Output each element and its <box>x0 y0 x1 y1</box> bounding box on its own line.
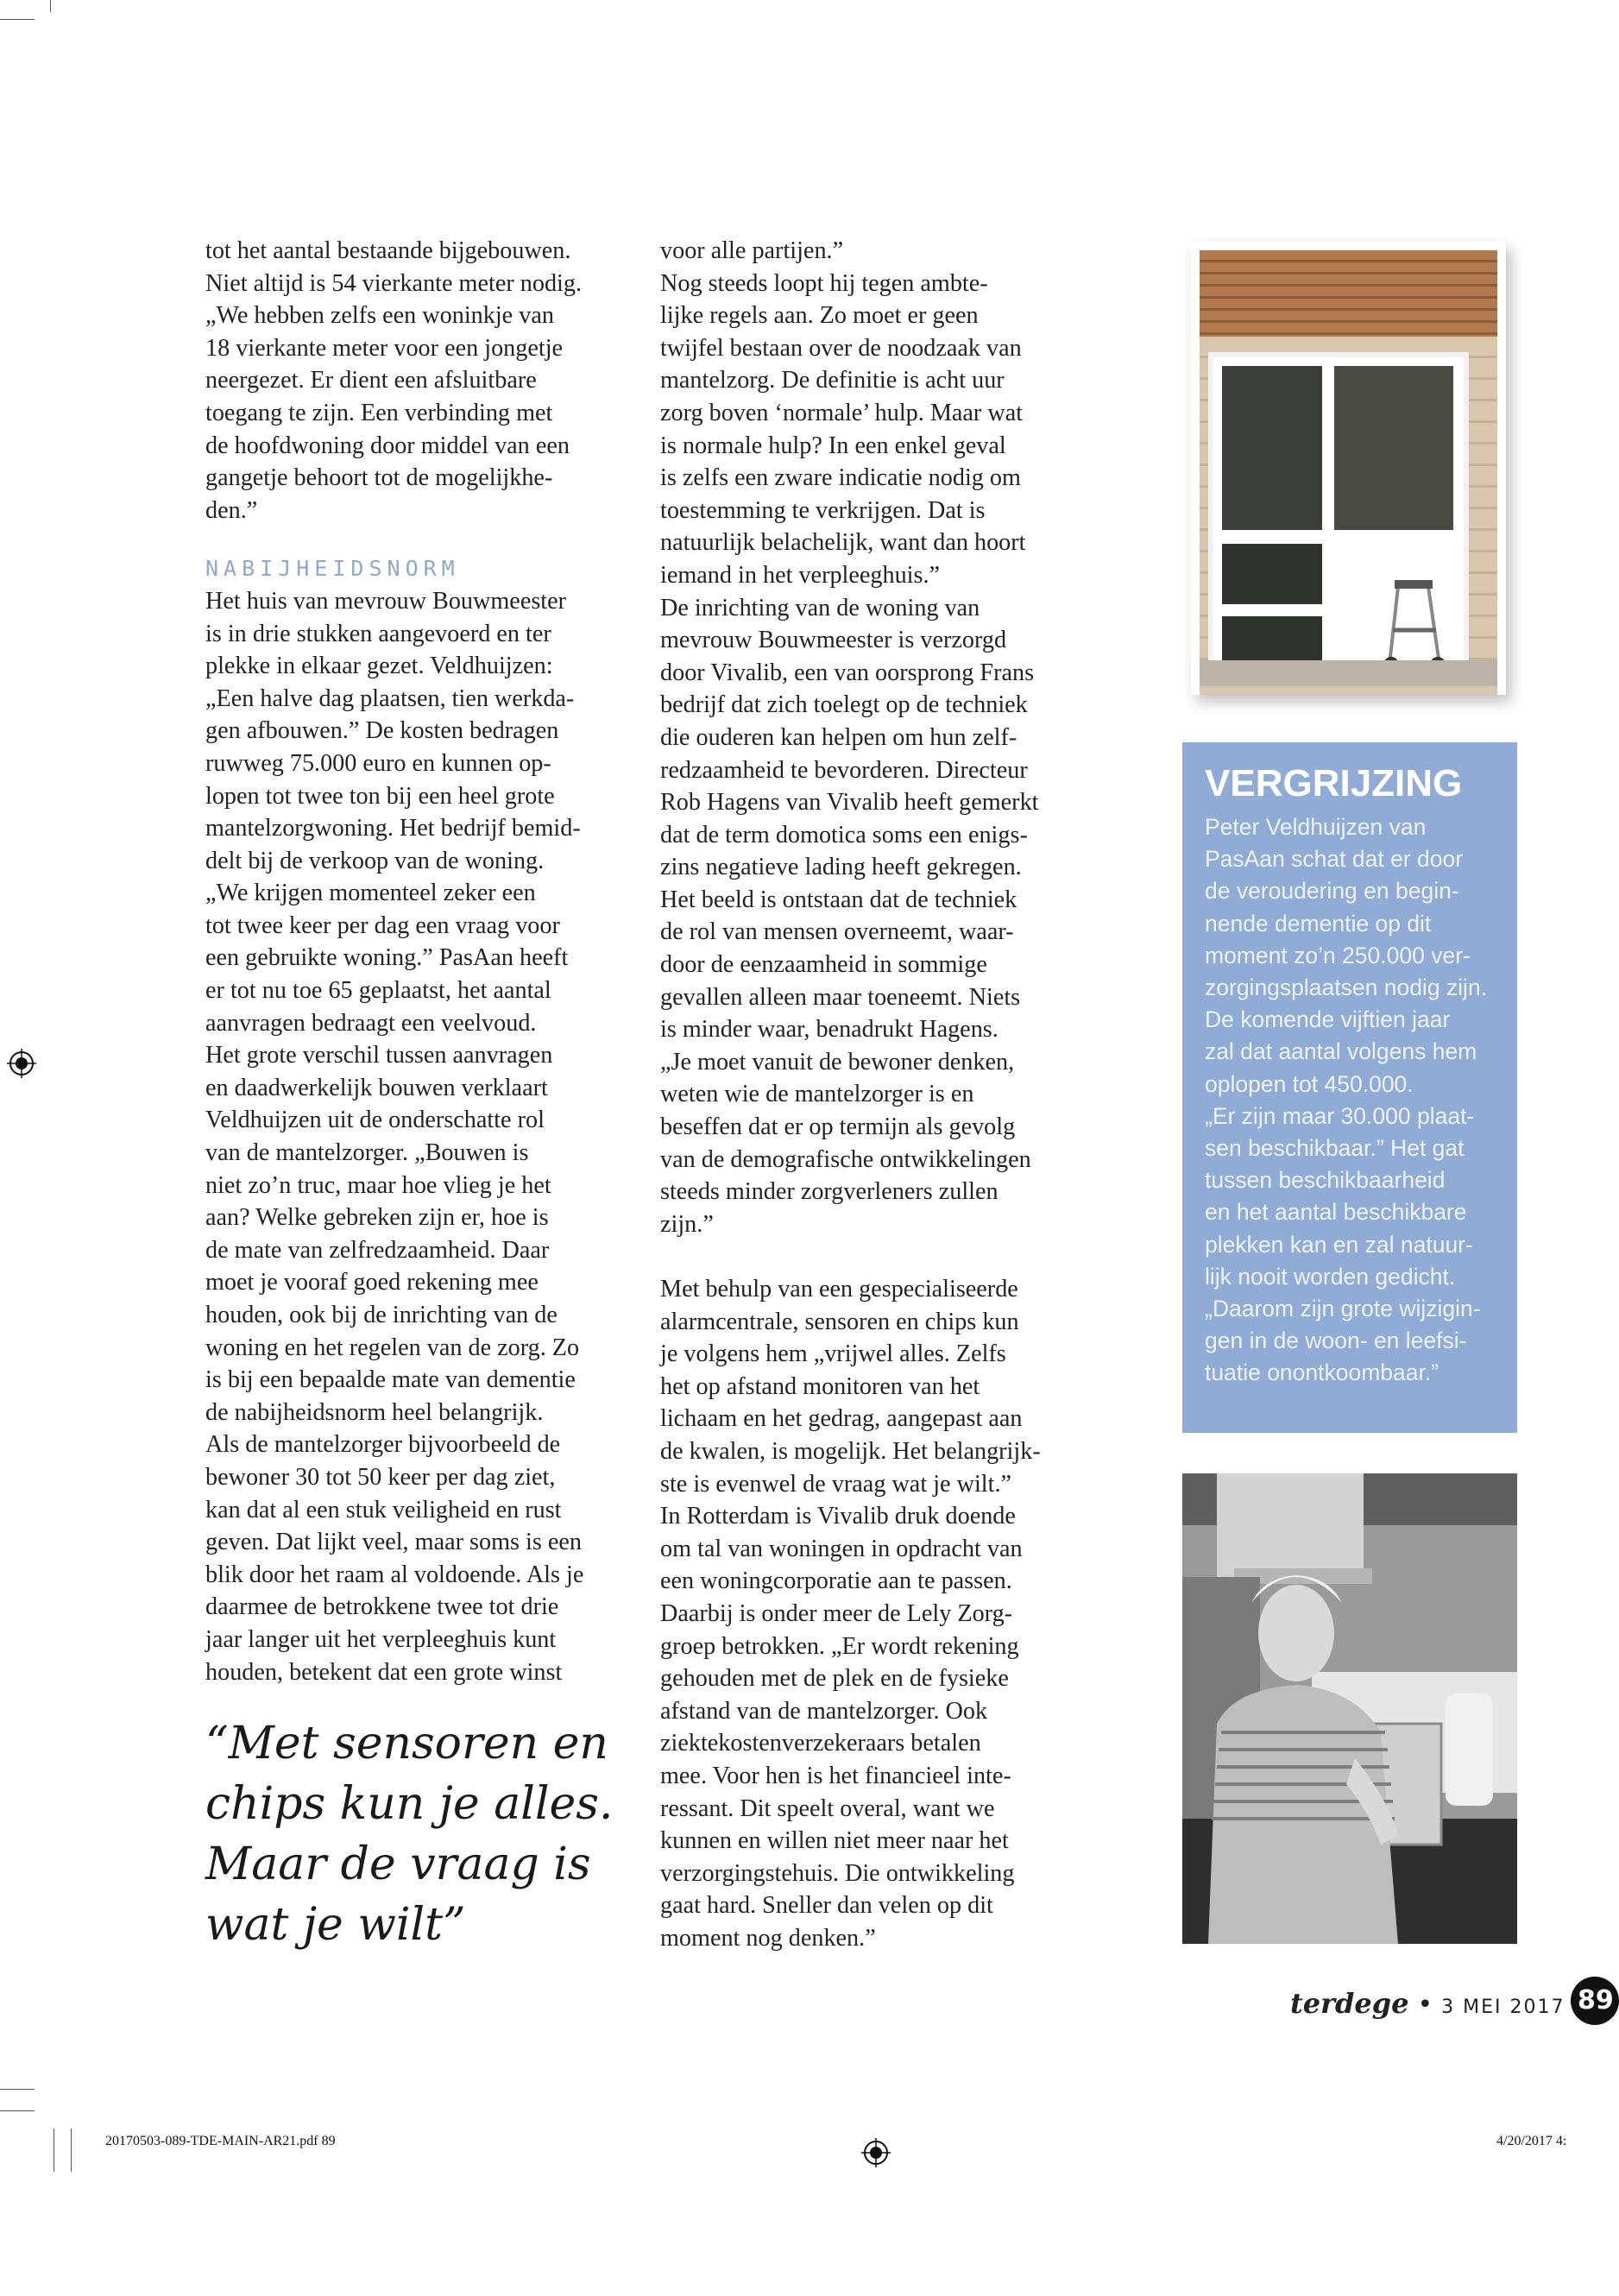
text-line: jaar langer uit het verpleeghuis kunt <box>205 1625 557 1653</box>
pull-quote-line: wat je wilt” <box>205 1899 466 1951</box>
text-line: lichaam en het gedrag, aangepast aan <box>660 1405 1023 1433</box>
print-slug-filename: 20170503-089-TDE-MAIN-AR21.pdf 89 <box>105 2134 336 2148</box>
text-line: de mate van zelfredzaamheid. Daar <box>205 1236 550 1264</box>
text-line: Nog steeds loopt hij tegen ambte- <box>660 269 988 297</box>
photo-kitchen-illustration <box>1182 1473 1517 1944</box>
text-line: toestemming te verkrijgen. Dat is <box>660 496 986 524</box>
photo-pavement <box>1200 660 1497 686</box>
text-line: houden, betekent dat een grote winst <box>205 1658 563 1686</box>
text-line: „Je moet vanuit de bewoner denken, <box>660 1048 1015 1075</box>
paragraph-gap <box>660 1240 1087 1273</box>
rollator-walker-icon <box>1381 578 1450 673</box>
sidebar-line: plekken kan en zal natuur- <box>1205 1231 1473 1258</box>
text-line: een gebruikte woning.” PasAan heeft <box>205 944 569 972</box>
text-line: tot twee keer per dag een vraag voor <box>205 911 560 939</box>
text-line: voor alle partijen.” <box>660 237 844 264</box>
crop-mark <box>0 2110 35 2111</box>
article-column-left <box>205 235 633 1688</box>
text-line: die ouderen kan helpen om hun zelf- <box>660 723 1017 751</box>
sidebar-line: De komende vijftien jaar <box>1205 1006 1451 1033</box>
text-line: „Een halve dag plaatsen, tien werkda- <box>205 684 575 712</box>
text-line: van de mantelzorger. „Bouwen is <box>205 1139 529 1167</box>
sidebar-title: VERGRIJZING <box>1205 762 1463 804</box>
text-line: je volgens hem „vrijwel alles. Zelfs <box>660 1340 1006 1368</box>
text-line: lijke regels aan. Zo moet er geen <box>660 302 979 330</box>
text-line: Daarbij is onder meer de Lely Zorg- <box>660 1599 1013 1627</box>
text-line: toegang te zijn. Een verbinding met <box>205 399 553 426</box>
text-line: Het grote verschil tussen aanvragen <box>205 1042 553 1069</box>
pull-quote <box>205 1713 654 1955</box>
page-number: 89 <box>1571 1977 1619 2025</box>
sidebar-line: gen in de woon- en leefsi- <box>1205 1328 1467 1354</box>
text-line: zijn.” <box>660 1210 714 1238</box>
text-line: het op afstand monitoren van het <box>660 1372 980 1400</box>
sidebar-line: zorgingsplaatsen nodig zijn. <box>1205 975 1488 1001</box>
text-line: lopen tot twee ton bij een heel grote <box>205 782 555 810</box>
sidebar-line: de veroudering en begin- <box>1205 878 1459 905</box>
text-line: natuurlijk belachelijk, want dan hoort <box>660 529 1026 557</box>
text-line: Het huis van mevrouw Bouwmeester <box>205 587 567 615</box>
sidebar-vergrijzing <box>1182 742 1517 1433</box>
sidebar-line: „Er zijn maar 30.000 plaat- <box>1205 1102 1475 1129</box>
text-line: de kwalen, is mogelijk. Het belangrijk- <box>660 1437 1041 1465</box>
section-heading: NABIJHEIDSNORM <box>205 556 460 582</box>
text-line: de nabijheidsnorm heel belangrijk. <box>205 1398 544 1426</box>
text-line: niet zo’n truc, maar hoe vlieg je het <box>205 1171 551 1199</box>
text-line: is in drie stukken aangevoerd en ter <box>205 620 551 647</box>
sidebar-line: „Daarom zijn grote wijzigin- <box>1205 1296 1481 1322</box>
text-line: Het beeld is ontstaan dat de techniek <box>660 886 1017 913</box>
text-line: Als de mantelzorger bijvoorbeeld de <box>205 1431 561 1459</box>
text-line: mantelzorgwoning. Het bedrijf bemid- <box>205 815 581 842</box>
photo-house-entrance <box>1191 242 1506 695</box>
brand-logo: terdege <box>1290 1987 1409 2020</box>
text-line: aan? Welke gebreken zijn er, hoe is <box>205 1204 549 1232</box>
text-line: is bij een bepaalde mate van dementie <box>205 1366 576 1394</box>
magazine-footer <box>1290 1987 1565 2022</box>
text-line: In Rotterdam is Vivalib druk doende <box>660 1503 1016 1530</box>
text-line: bewoner 30 tot 50 keer per dag ziet, <box>205 1463 556 1491</box>
article-column-middle <box>660 235 1087 1954</box>
text-line: zins negatieve lading heeft gekregen. <box>660 854 1022 881</box>
registration-mark-icon <box>7 1049 36 1078</box>
text-line: weten wie de mantelzorger is en <box>660 1081 974 1108</box>
text-line: afstand van de mantelzorger. Ook <box>660 1697 988 1725</box>
text-line: ziektekostenverzekeraars betalen <box>660 1730 981 1757</box>
photo-window-pane <box>1331 363 1457 533</box>
text-line: er tot nu toe 65 geplaatst, het aantal <box>205 977 551 1005</box>
pull-quote-line: “Met sensoren en <box>205 1718 608 1769</box>
text-line: beseffen dat er op termijn als gevolg <box>660 1113 1016 1141</box>
text-line: ruwweg 75.000 euro en kunnen op- <box>205 749 551 777</box>
sidebar-line: en het aantal beschikbare <box>1205 1199 1467 1226</box>
text-line: moet je vooraf goed rekening mee <box>205 1269 539 1296</box>
sidebar-line: tuatie onontkoombaar.” <box>1205 1359 1439 1386</box>
text-line: door de eenzaamheid in sommige <box>660 951 987 979</box>
text-line: 18 vierkante meter voor een jongetje <box>205 334 564 362</box>
footer-separator: • <box>1417 1990 1433 2020</box>
text-line: een woningcorporatie aan te passen. <box>660 1567 1012 1595</box>
text-line: en daadwerkelijk bouwen verklaart <box>205 1074 548 1101</box>
text-line: bedrijf dat zich toelegt op de techniek <box>660 691 1028 719</box>
sidebar-line: moment zo’n 250.000 ver- <box>1205 942 1471 968</box>
text-line: daarmee de betrokkene twee tot drie <box>205 1593 559 1621</box>
crop-mark <box>71 2129 72 2172</box>
sidebar-line: tussen beschikbaarheid <box>1205 1167 1446 1194</box>
text-line: „We hebben zelfs een woninkje van <box>205 302 554 330</box>
text-line: den.” <box>205 496 258 524</box>
text-line: iemand in het verpleeghuis.” <box>660 561 941 589</box>
text-line: geven. Dat lijkt veel, maar soms is een <box>205 1529 582 1556</box>
text-line: Met behulp van een gespecialiseerde <box>660 1276 1018 1303</box>
text-line: gaat hard. Sneller dan velen op dit <box>660 1892 993 1920</box>
text-line: is zelfs een zware indicatie nodig om <box>660 464 1021 492</box>
text-line: gehouden met de plek en de fysieke <box>660 1665 1009 1693</box>
issue-date: 3 MEI 2017 <box>1441 1996 1565 2018</box>
text-line: woning en het regelen van de zorg. Zo <box>205 1334 580 1361</box>
text-line: alarmcentrale, sensoren en chips kun <box>660 1308 1019 1335</box>
text-line: De inrichting van de woning van <box>660 594 980 621</box>
text-line: neergezet. Er dient een afsluitbare <box>205 367 537 394</box>
text-line: redzaamheid te bevorderen. Directeur <box>660 756 1028 784</box>
text-line: gangetje behoort tot de mogelijkhe- <box>205 464 553 492</box>
text-line: moment nog denken.” <box>660 1924 876 1952</box>
text-line: van de demografische ontwikkelingen <box>660 1145 1031 1173</box>
text-line: kan dat al een stuk veiligheid en rust <box>205 1496 562 1523</box>
text-line: groep betrokken. „Er wordt rekening <box>660 1632 1019 1660</box>
text-line: Rob Hagens van Vivalib heeft gemerkt <box>660 789 1039 817</box>
text-line: mee. Voor hen is het financieel inte- <box>660 1762 1011 1789</box>
registration-mark-icon <box>861 2138 891 2167</box>
text-line: mantelzorg. De definitie is acht uur <box>660 367 1005 394</box>
crop-mark <box>50 0 51 12</box>
text-line: verzorgingstehuis. Die ontwikkeling <box>660 1859 1015 1887</box>
sidebar-line: sen beschikbaar.” Het gat <box>1205 1135 1465 1162</box>
sidebar-line: PasAan schat dat er door <box>1205 846 1464 873</box>
text-line: dat de term domotica soms een enigs- <box>660 821 1028 848</box>
pull-quote-line: Maar de vraag is <box>205 1839 591 1890</box>
photo-window-pane <box>1219 363 1326 533</box>
text-line: ste is evenwel de vraag wat je wilt.” <box>660 1470 1011 1498</box>
sidebar-line: nende dementie op dit <box>1205 910 1432 937</box>
text-line: blik door het raam al voldoende. Als je <box>205 1561 584 1588</box>
text-line: tot het aantal bestaande bijgebouwen. <box>205 237 571 264</box>
photo-woman-in-kitchen <box>1182 1473 1517 1944</box>
print-slug-timestamp: 4/20/2017 4: <box>1496 2134 1567 2148</box>
text-line: de rol van mensen overneemt, waar- <box>660 918 1014 946</box>
text-line: gen afbouwen.” De kosten bedragen <box>205 717 559 745</box>
text-line: aanvragen bedraagt een veelvoud. <box>205 1009 537 1037</box>
photo-wood-cladding <box>1200 250 1497 337</box>
text-line: delt bij de verkoop van de woning. <box>205 847 545 874</box>
text-line: ressant. Dit speelt overal, want we <box>660 1795 995 1822</box>
text-line: de hoofdwoning door middel van een <box>205 432 570 459</box>
text-line: houden, ook bij de inrichting van de <box>205 1302 558 1328</box>
sidebar-line: lijk nooit worden gedicht. <box>1205 1263 1456 1290</box>
text-line: is minder waar, benadrukt Hagens. <box>660 1016 998 1044</box>
text-line: steeds minder zorgverleners zullen <box>660 1178 998 1206</box>
crop-mark <box>0 19 35 20</box>
crop-mark <box>0 2089 35 2090</box>
text-line: kunnen en willen niet meer naar het <box>660 1827 1009 1855</box>
sidebar-line: oplopen tot 450.000. <box>1205 1070 1414 1097</box>
text-line: Veldhuijzen uit de onderschatte rol <box>205 1107 545 1134</box>
text-line: door Vivalib, een van oorsprong Frans <box>660 659 1035 686</box>
text-line: twijfel bestaan over de noodzaak van <box>660 334 1022 362</box>
text-line: is normale hulp? In een enkel geval <box>660 432 1006 459</box>
sidebar-line: zal dat aantal volgens hem <box>1205 1038 1477 1065</box>
pull-quote-line: chips kun je alles. <box>205 1778 614 1830</box>
sidebar-line: Peter Veldhuijzen van <box>1205 814 1427 840</box>
text-line: om tal van woningen in opdracht van <box>660 1535 1023 1562</box>
text-line: Niet altijd is 54 vierkante meter nodig. <box>205 269 583 297</box>
photo-window-pane <box>1219 540 1326 608</box>
text-line: gevallen alleen maar toeneemt. Niets <box>660 983 1021 1011</box>
text-line: plekke in elkaar gezet. Veldhuijzen: <box>205 653 553 680</box>
text-line: zorg boven ‘normale’ hulp. Maar wat <box>660 399 1024 426</box>
text-line: „We krijgen momenteel zeker een <box>205 880 536 907</box>
text-line: mevrouw Bouwmeester is verzorgd <box>660 627 1007 654</box>
